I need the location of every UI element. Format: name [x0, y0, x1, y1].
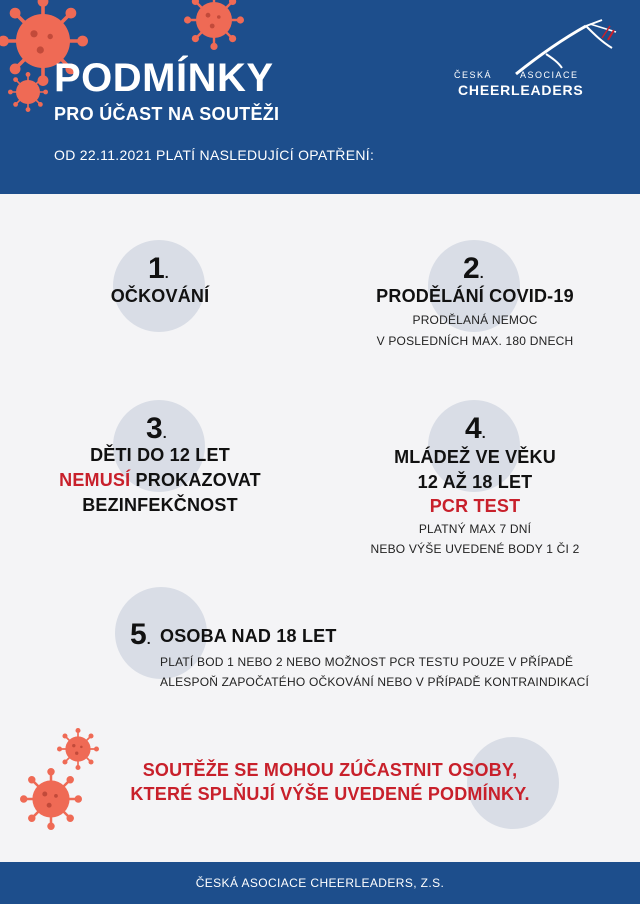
- item-2-detail-line-2: V POSLEDNÍCH MAX. 180 DNECH: [376, 334, 574, 348]
- virus-icon: [184, 0, 244, 50]
- virus-icon: [57, 728, 99, 770]
- item-1-heading: OČKOVÁNÍ: [110, 286, 210, 306]
- notice-line-1: SOUTĚŽE SE MOHOU ZÚČASTNIT OSOBY,: [142, 760, 518, 780]
- association-logo: [448, 18, 618, 108]
- header-banner: [0, 0, 640, 194]
- item-4-detail-line-1: PLATNÝ MAX 7 DNÍ: [418, 522, 532, 536]
- item-5-detail-line-2: ALESPOŇ ZAPOČATÉHO OČKOVÁNÍ NEBO V PŘÍPADĚ KONTRAINDIKACÍ: [160, 675, 590, 689]
- notice-line-2: KTERÉ SPLŇUJÍ VÝŠE UVEDENÉ PODMÍNKY.: [130, 784, 530, 804]
- logo-text-top: ČESKÁ ASOCIACE: [454, 70, 579, 80]
- item-3-heading-line-3: BEZINFEKČNOST: [82, 495, 238, 515]
- virus-icon: [20, 768, 82, 830]
- pompom-logo-icon: [506, 18, 618, 78]
- item-4-heading-line-1: MLÁDEŽ VE VĚKU: [394, 447, 556, 467]
- item-2-number: 2.: [463, 252, 484, 285]
- page-subtitle: PRO ÚČAST NA SOUTĚŽI: [54, 104, 280, 124]
- item-4-detail-line-2: NEBO VÝŠE UVEDENÉ BODY 1 ČI 2: [370, 542, 580, 556]
- virus-icon: [8, 72, 48, 112]
- footer-text: ČESKÁ ASOCIACE CHEERLEADERS, Z.S.: [195, 876, 445, 890]
- item-3-heading-line-1: DĚTI DO 12 LET: [90, 445, 230, 465]
- footer-bar: [0, 862, 640, 904]
- item-3-heading-line-2: NEMUSÍ PROKAZOVAT: [59, 470, 261, 490]
- item-4-heading-line-2: 12 AŽ 18 LET: [417, 472, 533, 492]
- item-2-heading: PRODĚLÁNÍ COVID-19: [376, 286, 574, 306]
- item-3-number: 3.: [146, 412, 167, 445]
- item-4-number: 4.: [465, 412, 486, 445]
- item-1-number: 1.: [148, 252, 169, 285]
- item-2-detail-line-1: PRODĚLANÁ NEMOC: [412, 313, 538, 327]
- item-5-number: 5.: [130, 618, 151, 651]
- intro-text: OD 22.11.2021 PLATÍ NASLEDUJÍCÍ OPATŘENÍ:: [54, 147, 375, 163]
- logo-text-bottom: CHEERLEADERS: [458, 82, 584, 98]
- page-title: PODMÍNKY: [54, 56, 274, 100]
- item-5-detail-line-1: PLATÍ BOD 1 NEBO 2 NEBO MOŽNOST PCR TESTU POUZE V PŘÍPADĚ: [160, 655, 574, 669]
- item-4-pcr-test: PCR TEST: [429, 496, 521, 516]
- nemusi-emphasis: NEMUSÍ: [59, 470, 131, 490]
- item-5-heading: OSOBA NAD 18 LET: [160, 626, 337, 646]
